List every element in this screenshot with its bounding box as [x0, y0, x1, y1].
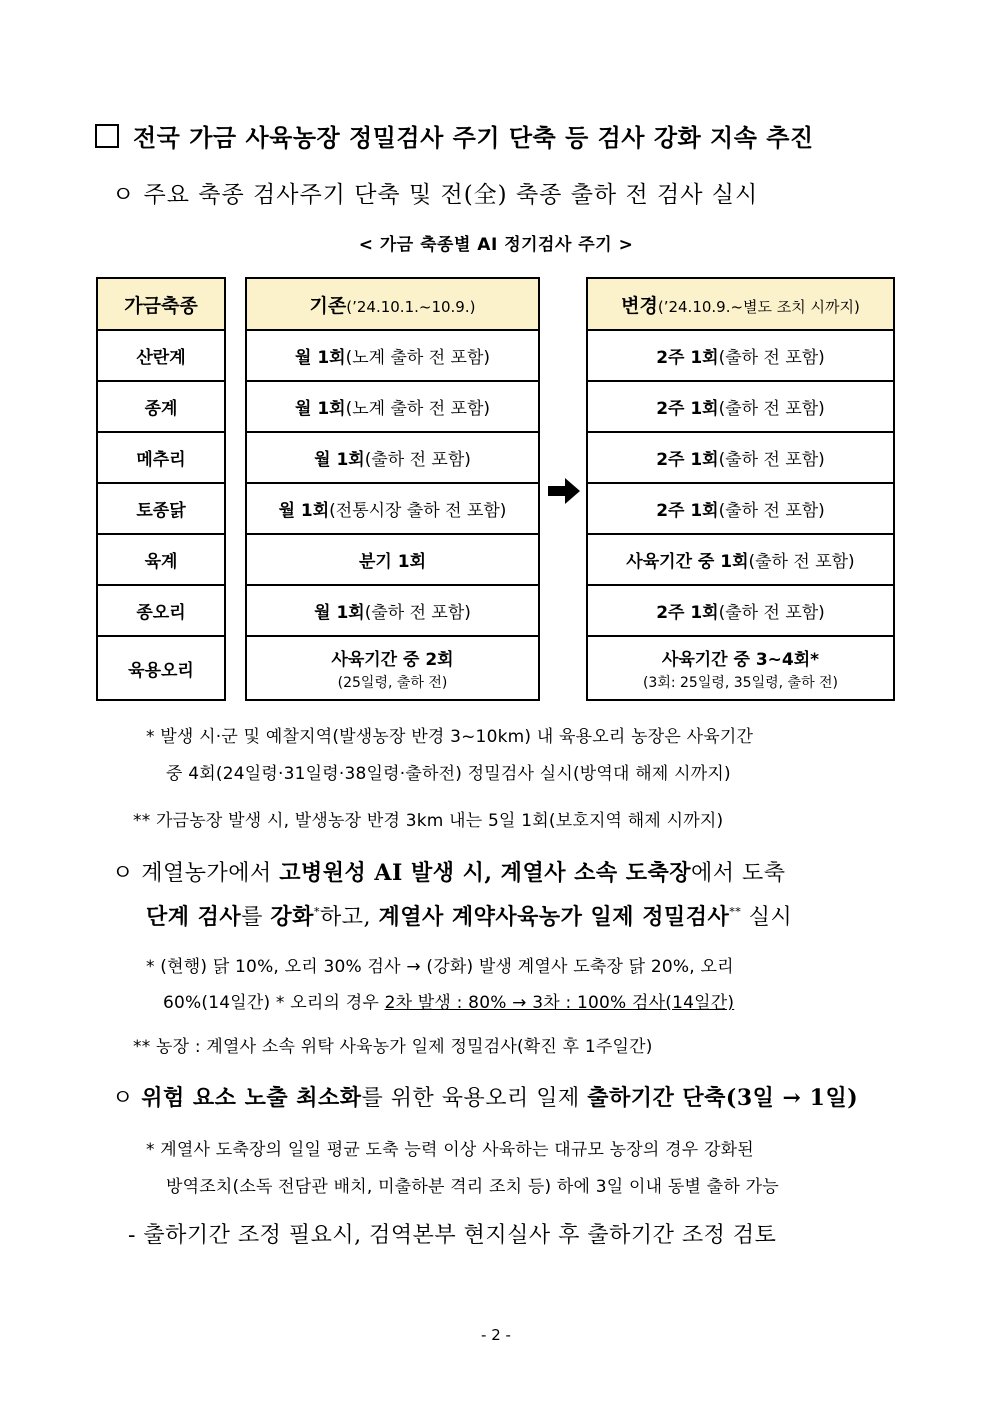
section-heading: [95, 118, 955, 153]
footnote-1-line-2: 중 4회(24일령·31일령·38일령·출하전) 정밀검사 실시(방역대 해제 시까지): [166, 764, 731, 784]
after-cell: 2주 1회(출하 전 포함): [587, 330, 894, 381]
section-heading-text: 전국 가금 사육농장 정밀검사 주기 단축 등 검사 강화 지속 추진: [133, 124, 814, 152]
header-species: 가금축종: [97, 278, 225, 330]
after-cell: 사육기간 중 3~4회* (3회: 25일령, 35일령, 출하 전): [587, 636, 894, 700]
species-cell: 육계: [97, 534, 225, 585]
footnote-2: ** 가금농장 발생 시, 발생농장 반경 3km 내는 5일 1회(보호지역 해제 시까지): [133, 811, 724, 831]
header-after: 변경(’24.10.9.~별도 조치 시까지): [587, 278, 894, 330]
footnote-3-line-1: * (현행) 닭 10%, 오리 30% 검사 → (강화) 발생 계열사 도축장 닭 20%, 오리: [146, 957, 734, 977]
species-cell: 종오리: [97, 585, 225, 636]
species-cell: 육용오리: [97, 636, 225, 700]
after-cell: 사육기간 중 1회(출하 전 포함): [587, 534, 894, 585]
dash-item: - 출하기간 조정 필요시, 검역본부 현지실사 후 출하기간 조정 검토: [128, 1223, 777, 1248]
footnote-4: ** 농장 : 계열사 소속 위탁 사육농가 일제 정밀검사(확진 후 1주일간): [133, 1037, 653, 1057]
checkbox-square-icon: [95, 124, 119, 148]
species-cell: 토종닭: [97, 483, 225, 534]
before-cell: 분기 1회: [246, 534, 539, 585]
species-cell: 메추리: [97, 432, 225, 483]
after-cell: 2주 1회(출하 전 포함): [587, 483, 894, 534]
footnote-5-line-1: * 계열사 도축장의 일일 평균 도축 능력 이상 사육하는 대규모 농장의 경우 강화된: [146, 1140, 754, 1160]
before-column: [245, 277, 540, 701]
before-cell: 월 1회(출하 전 포함): [246, 585, 539, 636]
footnote-5-line-2: 방역조치(소독 전담관 배치, 미출하분 격리 조치 등) 하에 3일 이내 동별 출하 가능: [166, 1177, 779, 1197]
right-arrow-icon: [548, 478, 580, 504]
bullet-1: ㅇ 주요 축종 검사주기 단축 및 전(全) 축종 출하 전 검사 실시: [112, 182, 759, 208]
before-cell: 월 1회(노계 출하 전 포함): [246, 330, 539, 381]
species-cell: 산란계: [97, 330, 225, 381]
table-caption: < 가금 축종별 AI 정기검사 주기 >: [358, 235, 634, 255]
species-column: [96, 277, 226, 701]
bullet-3: ㅇ 위험 요소 노출 최소화를 위한 육용오리 일제 출하기간 단축(3일 → 1일): [112, 1085, 859, 1111]
before-cell: 월 1회(전통시장 출하 전 포함): [246, 483, 539, 534]
after-cell: 2주 1회(출하 전 포함): [587, 381, 894, 432]
after-cell: 2주 1회(출하 전 포함): [587, 432, 894, 483]
before-cell: 월 1회(출하 전 포함): [246, 432, 539, 483]
footnote-3-line-2: 60%(14일간) * 오리의 경우 2차 발생 : 80% → 3차 : 100% 검사(14일간): [163, 993, 735, 1013]
before-cell: 사육기간 중 2회 (25일령, 출하 전): [246, 636, 539, 700]
footnote-1-line-1: * 발생 시·군 및 예찰지역(발생농장 반경 3~10km) 내 육용오리 농장은 사육기간: [146, 727, 754, 747]
page-number: - 2 -: [481, 1326, 511, 1344]
header-before: 기존(’24.10.1.~10.9.): [246, 278, 539, 330]
after-cell: 2주 1회(출하 전 포함): [587, 585, 894, 636]
after-column: [586, 277, 895, 701]
bullet-2-line-1: ㅇ 계열농가에서 고병원성 AI 발생 시, 계열사 소속 도축장에서 도축: [112, 860, 786, 886]
species-cell: 종계: [97, 381, 225, 432]
before-cell: 월 1회(노계 출하 전 포함): [246, 381, 539, 432]
bullet-2-line-2: 단계 검사를 강화*하고, 계열사 계약사육농가 일제 정밀검사** 실시: [146, 904, 793, 930]
